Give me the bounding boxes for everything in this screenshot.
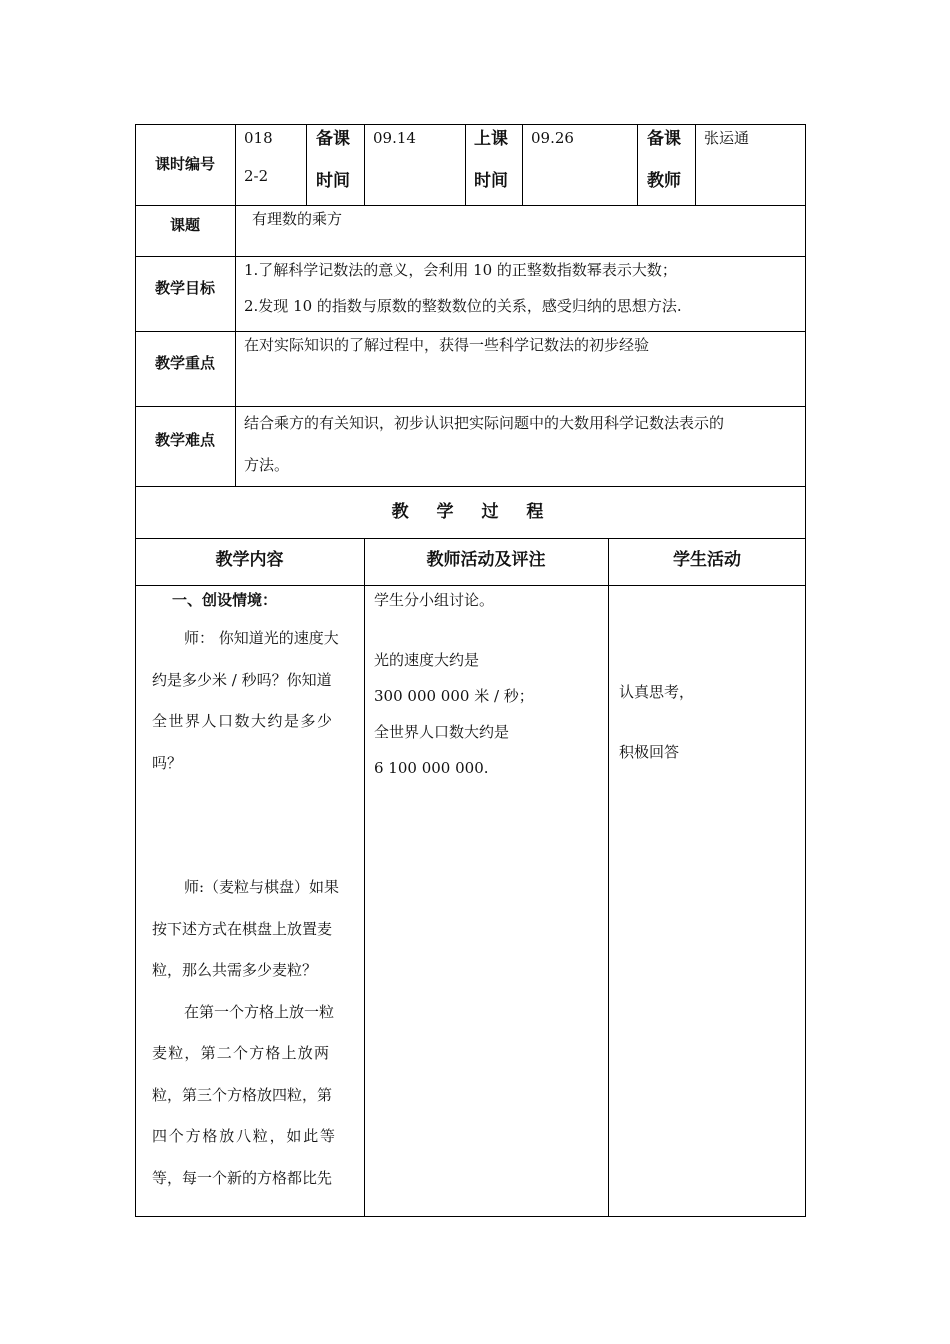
- content-line: 师： 你知道光的速度大: [184, 629, 339, 647]
- lesson-number-line2: 2-2: [244, 167, 269, 185]
- table-border: [465, 124, 466, 206]
- content-line: 粒，那么共需多少麦粒？: [152, 961, 318, 979]
- teacher-value: 张运通: [704, 129, 750, 147]
- teacher-line: 光的速度大约是: [374, 651, 480, 669]
- lesson-number-line1: 018: [244, 129, 273, 147]
- table-border: [364, 538, 365, 1217]
- content-line: 在第一个方格上放一粒: [184, 1002, 335, 1021]
- table-border: [522, 124, 523, 206]
- table-border: [135, 1216, 806, 1217]
- table-border: [637, 124, 638, 206]
- column-header-content: 教学内容: [215, 550, 284, 570]
- difficulties-line1: 结合乘方的有关知识，初步认识把实际问题中的大数用科学记数法表示的: [244, 414, 725, 432]
- table-border: [608, 538, 609, 1217]
- goals-value: [244, 252, 802, 324]
- content-line: 四个方格放八粒，如此等: [152, 1127, 337, 1145]
- column-header-teacher: 教师活动及评注: [426, 550, 546, 570]
- process-title: 教 学 过 程: [391, 502, 550, 522]
- content-line: 师:（麦粒与棋盘）如果: [184, 878, 340, 896]
- topic-value: 有理数的乘方: [252, 210, 343, 228]
- lesson-number-value: [244, 120, 304, 194]
- table-border: [135, 538, 806, 539]
- content-column: [152, 582, 358, 1199]
- teacher-line: 6 100 000 000.: [374, 759, 489, 777]
- goals-line1: 1.了解科学记数法的意义，会利用 10 的正整数指数幂表示大数；: [244, 261, 677, 279]
- teacher-label: [647, 118, 693, 202]
- class-time-label-line2: 时间: [474, 171, 508, 191]
- prep-time-label-line1: 备课: [316, 129, 350, 149]
- class-time-label-line1: 上课: [474, 129, 508, 149]
- difficulties-label: 教学难点: [154, 431, 215, 449]
- content-line: 约是多少米 / 秒吗？你知道: [152, 670, 332, 689]
- teacher-activity-column: [374, 582, 602, 786]
- difficulties-line2: 方法。: [244, 456, 290, 474]
- content-line: 吗？: [152, 753, 183, 772]
- table-border: [135, 486, 806, 487]
- goals-line2: 2.发现 10 的指数与原数的整数数位的关系，感受归纳的思想方法.: [244, 297, 682, 315]
- goals-label: 教学目标: [154, 279, 215, 297]
- table-border: [805, 124, 806, 1217]
- student-activity-column: [619, 674, 799, 770]
- column-header-student: 学生活动: [673, 550, 741, 570]
- prep-time-label: [316, 118, 362, 202]
- prep-time-label-line2: 时间: [316, 171, 350, 191]
- difficulties-value: [244, 402, 802, 486]
- table-border: [306, 124, 307, 206]
- class-time-value: 09.26: [531, 129, 574, 147]
- teacher-label-line2: 教师: [647, 171, 681, 191]
- content-line: 按下述方式在棋盘上放置麦: [152, 919, 333, 938]
- teacher-line: 学生分小组讨论。: [374, 591, 495, 609]
- content-line: 粒，第三个方格放四粒，第: [152, 1085, 333, 1104]
- key-points-label: 教学重点: [154, 354, 215, 372]
- teacher-label-line1: 备课: [647, 129, 681, 149]
- key-points-value: 在对实际知识的了解过程中，获得一些科学记数法的初步经验: [244, 336, 650, 354]
- section-heading: 一、创设情境：: [172, 591, 278, 609]
- teacher-line: 全世界人口数大约是: [374, 723, 510, 741]
- teacher-line: 300 000 000 米 / 秒；: [374, 687, 534, 705]
- topic-label: 课题: [169, 216, 200, 234]
- table-border: [695, 124, 696, 206]
- table-border: [364, 124, 365, 206]
- content-line: 等，每一个新的方格都比先: [152, 1168, 333, 1187]
- lesson-number-label: 课时编号: [154, 155, 215, 173]
- student-line: 认真思考，: [619, 683, 695, 701]
- prep-time-value: 09.14: [373, 129, 416, 147]
- content-line: 麦粒，第二个方格上放两: [152, 1044, 331, 1062]
- student-line: 积极回答: [619, 743, 680, 761]
- table-border: [235, 124, 236, 486]
- content-line: 全世界人口数大约是多少: [152, 712, 334, 730]
- class-time-label: [474, 118, 520, 202]
